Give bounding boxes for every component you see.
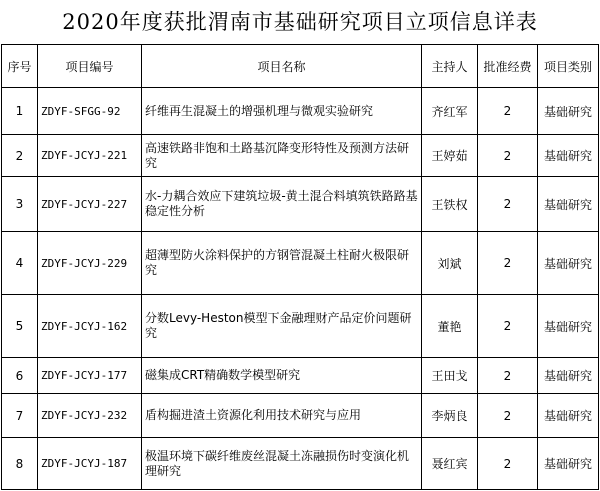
cell-pi: 刘斌 [422,232,478,295]
cell-fund: 2 [478,295,538,358]
cell-no: 8 [2,438,38,490]
cell-code: ZDYF-JCYJ-229 [38,232,142,295]
cell-category: 基础研究 [538,88,599,135]
cell-name: 极温环境下碳纤维废丝混凝土冻融损伤时变演化机理研究 [142,438,422,490]
cell-no: 7 [2,394,38,438]
col-header-name: 项目名称 [142,45,422,88]
table-row [2,358,599,394]
page-title: 2020年度获批渭南市基础研究项目立项信息详表 [62,10,538,34]
cell-pi: 王铁权 [422,177,478,232]
cell-name: 磁集成CRT精确数学模型研究 [142,358,422,394]
cell-no: 5 [2,295,38,358]
cell-category: 基础研究 [538,232,599,295]
cell-no: 1 [2,88,38,135]
cell-code: ZDYF-JCYJ-232 [38,394,142,438]
cell-name: 高速铁路非饱和土路基沉降变形特性及预测方法研究 [142,135,422,177]
table-row [2,177,599,232]
table-header-row [2,45,599,88]
cell-category: 基础研究 [538,438,599,490]
cell-code: ZDYF-SFGG-92 [38,88,142,135]
table-row [2,232,599,295]
col-header-category: 项目类别 [538,45,599,88]
cell-fund: 2 [478,232,538,295]
cell-pi: 聂红宾 [422,438,478,490]
cell-fund: 2 [478,88,538,135]
cell-no: 3 [2,177,38,232]
table-row [2,135,599,177]
cell-code: ZDYF-JCYJ-221 [38,135,142,177]
cell-pi: 李炳良 [422,394,478,438]
cell-name: 水-力耦合效应下建筑垃圾-黄土混合料填筑铁路路基稳定性分析 [142,177,422,232]
cell-fund: 2 [478,177,538,232]
cell-category: 基础研究 [538,394,599,438]
cell-name: 分数Levy-Heston模型下金融理财产品定价问题研究 [142,295,422,358]
project-table [1,44,599,490]
cell-category: 基础研究 [538,177,599,232]
cell-code: ZDYF-JCYJ-227 [38,177,142,232]
table-row [2,394,599,438]
cell-pi: 王婷茹 [422,135,478,177]
cell-pi: 齐红军 [422,88,478,135]
cell-no: 4 [2,232,38,295]
cell-category: 基础研究 [538,358,599,394]
cell-category: 基础研究 [538,135,599,177]
cell-fund: 2 [478,358,538,394]
table-row [2,295,599,358]
cell-name: 纤维再生混凝土的增强机理与微观实验研究 [142,88,422,135]
cell-pi: 王田戈 [422,358,478,394]
cell-fund: 2 [478,438,538,490]
cell-code: ZDYF-JCYJ-177 [38,358,142,394]
cell-no: 6 [2,358,38,394]
col-header-no: 序号 [2,45,38,88]
cell-pi: 董艳 [422,295,478,358]
cell-code: ZDYF-JCYJ-187 [38,438,142,490]
cell-name: 盾构掘进渣土资源化利用技术研究与应用 [142,394,422,438]
col-header-pi: 主持人 [422,45,478,88]
cell-no: 2 [2,135,38,177]
cell-name: 超薄型防火涂料保护的方钢管混凝土柱耐火极限研究 [142,232,422,295]
table-row [2,88,599,135]
col-header-code: 项目编号 [38,45,142,88]
table-row [2,438,599,490]
cell-category: 基础研究 [538,295,599,358]
cell-fund: 2 [478,394,538,438]
col-header-fund: 批准经费 [478,45,538,88]
cell-code: ZDYF-JCYJ-162 [38,295,142,358]
cell-fund: 2 [478,135,538,177]
